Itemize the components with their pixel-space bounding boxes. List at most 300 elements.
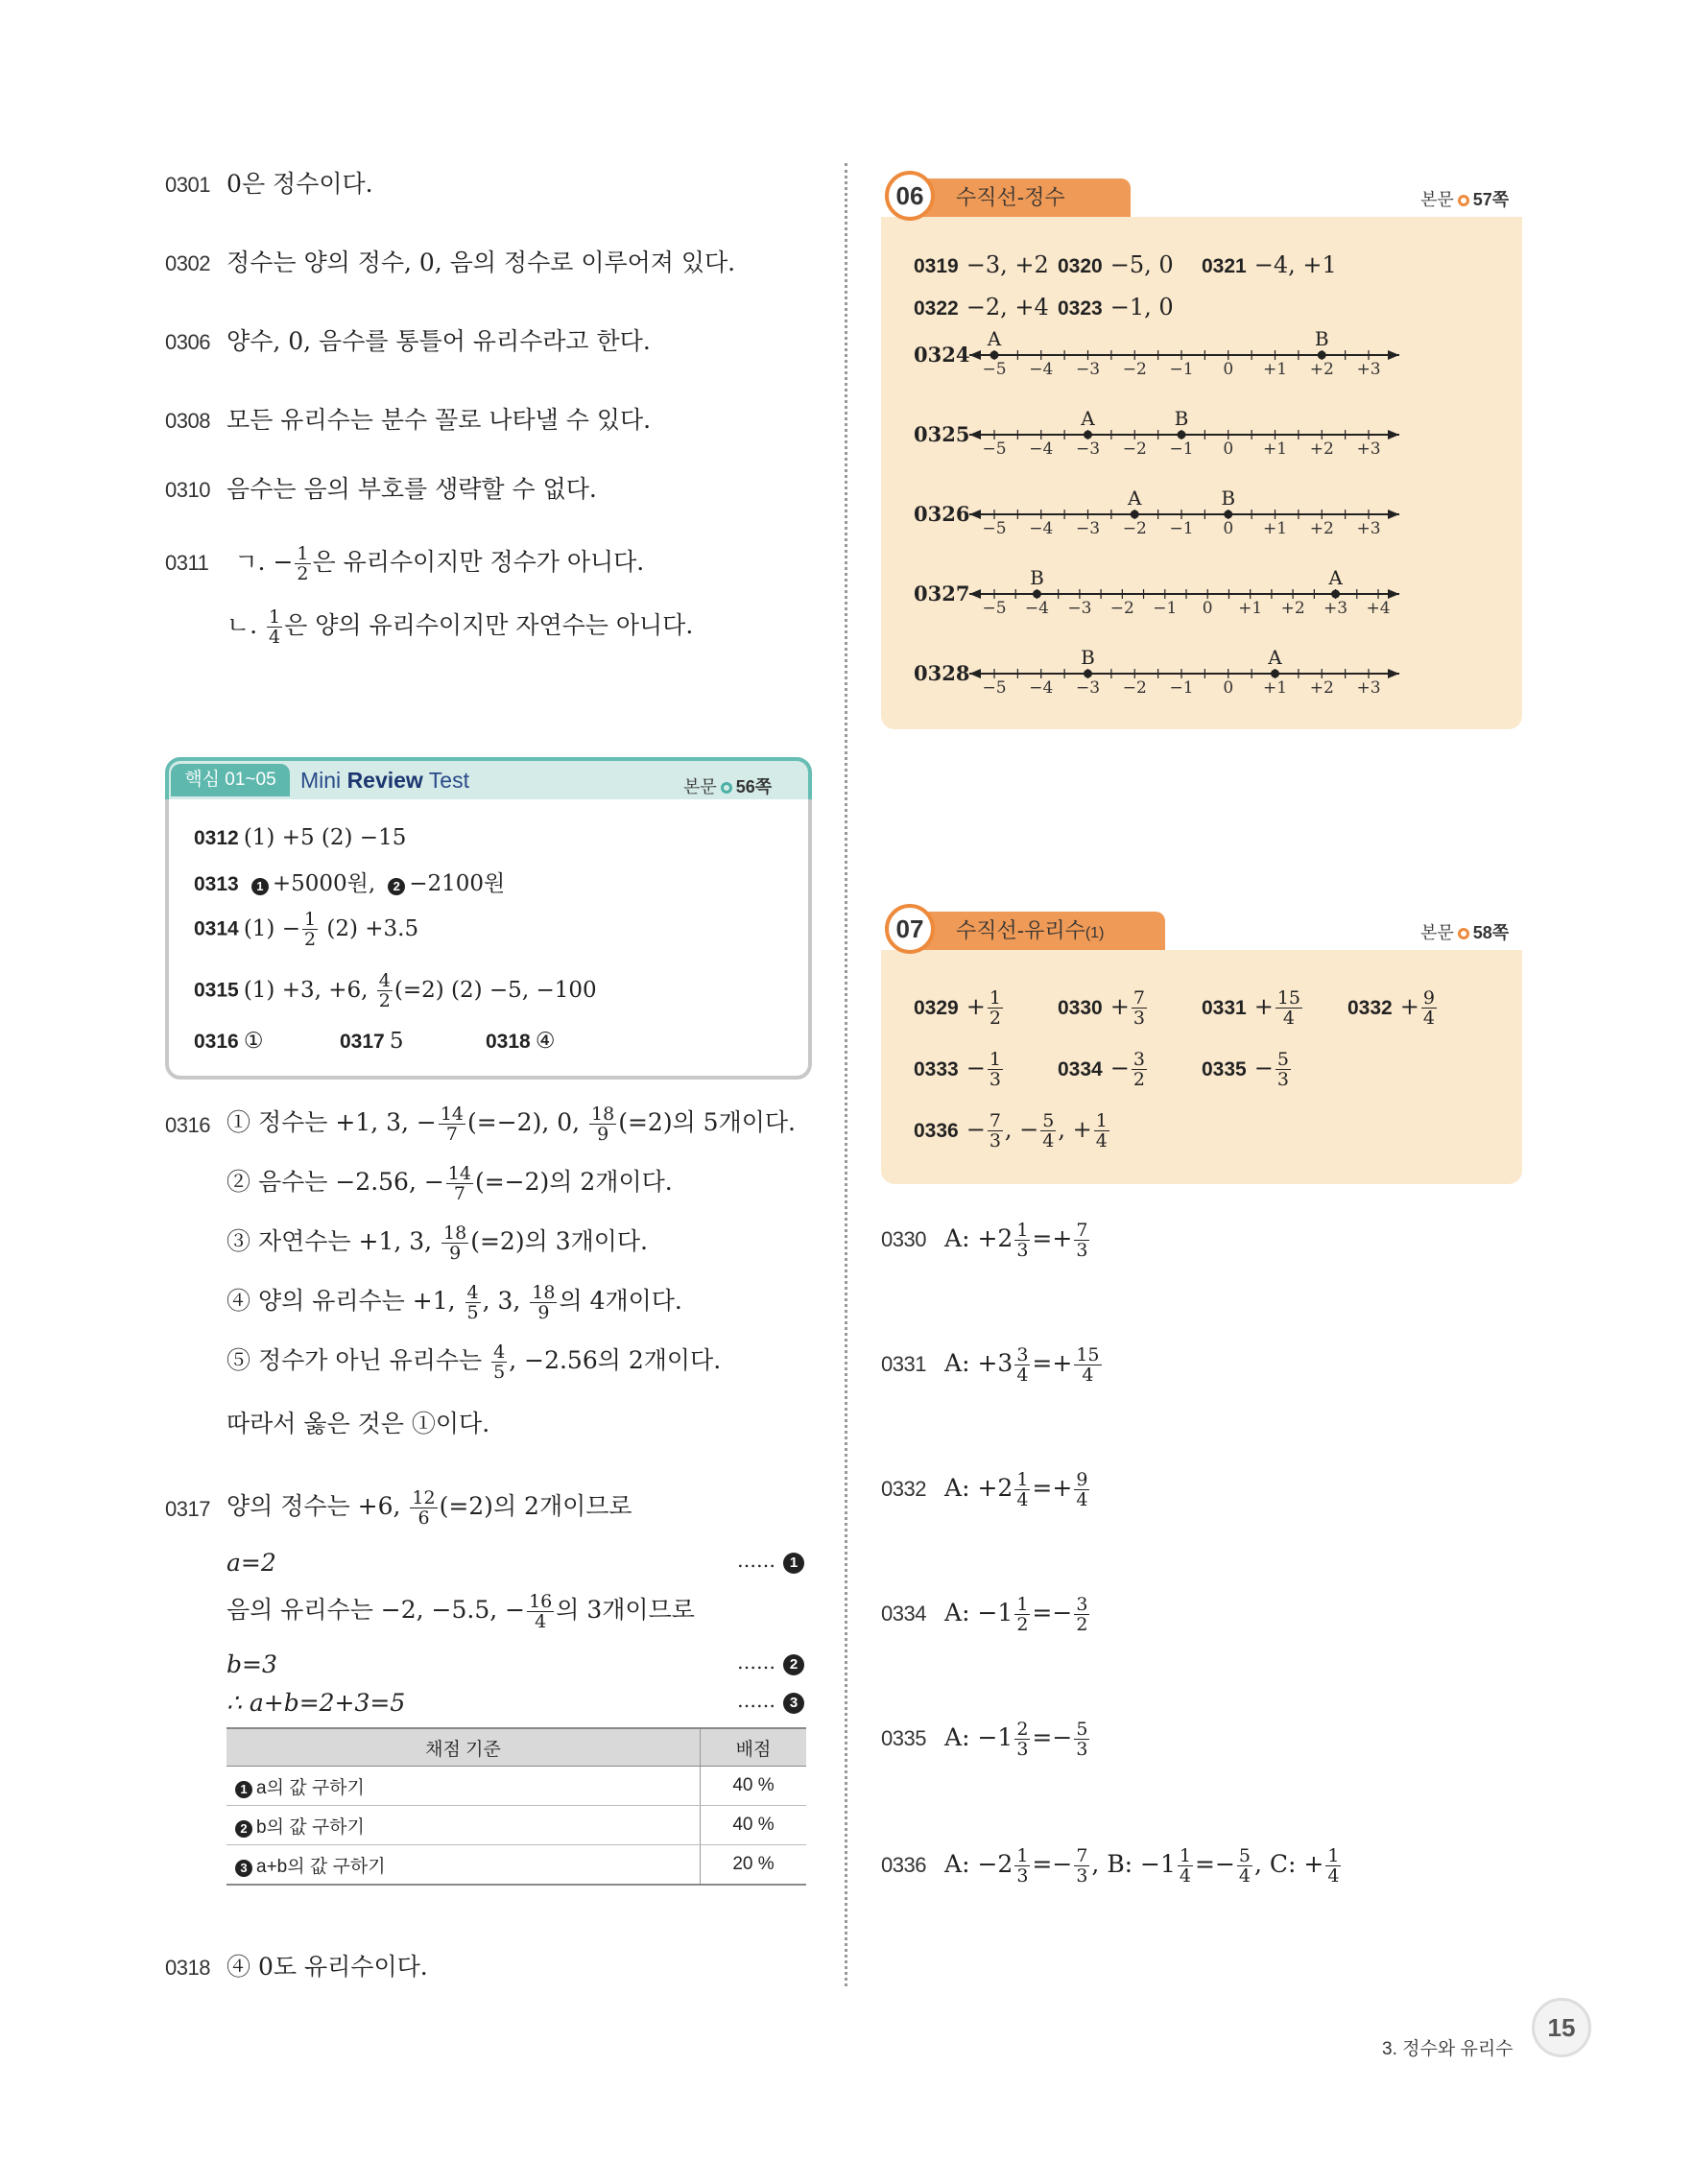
number-line-0327 bbox=[914, 566, 1399, 618]
tick-label: −4 bbox=[1024, 599, 1049, 618]
problem-number: 0321 bbox=[1202, 255, 1247, 277]
sign: + bbox=[1253, 993, 1274, 1020]
item-0302 bbox=[165, 244, 735, 278]
table-cell bbox=[227, 1845, 701, 1886]
fraction bbox=[1074, 1470, 1089, 1509]
answer-text: −2, +4 bbox=[966, 294, 1049, 320]
table-cell: 20 % bbox=[701, 1845, 807, 1886]
numerator: 9 bbox=[1076, 1469, 1088, 1490]
numerator: 3 bbox=[1016, 1344, 1029, 1365]
section-06-number: 06 bbox=[885, 171, 935, 221]
text-part: 음의 유리수는 −2, −5.5, − bbox=[227, 1596, 526, 1624]
answer-0321 bbox=[1202, 251, 1337, 278]
text-part: A: +3 bbox=[944, 1349, 1013, 1377]
text-part: ② 음수는 −2.56, − bbox=[227, 1168, 444, 1196]
table-cell bbox=[227, 1767, 701, 1806]
denominator: 2 bbox=[1133, 1069, 1145, 1090]
text-part: =+ bbox=[1032, 1224, 1073, 1252]
reference-label: 본문 bbox=[1420, 923, 1454, 942]
item-0308 bbox=[165, 401, 651, 436]
fraction bbox=[439, 1104, 465, 1144]
table-cell: 40 % bbox=[701, 1806, 807, 1845]
text-prefix: (1) − bbox=[243, 915, 300, 941]
tick-label: +1 bbox=[1238, 599, 1263, 618]
problem-number: 0315 bbox=[194, 979, 239, 1002]
denominator: 2 bbox=[303, 929, 317, 950]
answer-text: (1) +5 (2) −15 bbox=[243, 825, 407, 850]
text-suffix: (=2) (2) −5, −100 bbox=[393, 977, 597, 1003]
number-line-0324 bbox=[914, 327, 1399, 379]
tick-label: 0 bbox=[1223, 519, 1234, 538]
problem-number: 0319 bbox=[914, 255, 959, 277]
fraction bbox=[1074, 1720, 1089, 1759]
step-marker: 1 bbox=[251, 878, 269, 895]
tick-label: 0 bbox=[1202, 599, 1213, 618]
fraction bbox=[1014, 1221, 1030, 1260]
problem-number: 0317 bbox=[165, 1497, 210, 1521]
problem-number: 0317 bbox=[340, 1031, 385, 1053]
tick-label: −4 bbox=[1029, 360, 1054, 379]
denominator: 3 bbox=[1076, 1739, 1088, 1760]
tick-label: −3 bbox=[1075, 360, 1101, 379]
text-part: 의 4개이다. bbox=[559, 1287, 682, 1315]
tick-label: +2 bbox=[1309, 439, 1334, 459]
denominator: 7 bbox=[453, 1183, 465, 1204]
step-marker: 2 bbox=[235, 1820, 252, 1838]
tick-label: −5 bbox=[982, 439, 1007, 459]
problem-number: 0333 bbox=[914, 1058, 959, 1080]
dots: …… bbox=[737, 1689, 775, 1712]
section-title: 수직선-유리수 bbox=[956, 918, 1085, 942]
denominator: 5 bbox=[466, 1302, 479, 1323]
sign: + bbox=[1109, 993, 1130, 1020]
denominator: 4 bbox=[1042, 1130, 1055, 1151]
tick-label: +3 bbox=[1356, 439, 1381, 459]
arrow-left-icon bbox=[969, 350, 981, 360]
problem-number: 0331 bbox=[1202, 997, 1247, 1019]
number-line-0326 bbox=[914, 487, 1399, 538]
fraction bbox=[1014, 1470, 1030, 1509]
table-header: 배점 bbox=[701, 1728, 807, 1767]
problem-number: 0325 bbox=[914, 422, 970, 446]
step-marker: 1 bbox=[783, 1553, 804, 1574]
numerator: 7 bbox=[1133, 987, 1145, 1009]
tick-label: −3 bbox=[1075, 439, 1101, 459]
solution-line bbox=[227, 1591, 695, 1631]
tick-label: +2 bbox=[1309, 678, 1334, 698]
sign: − bbox=[966, 1116, 986, 1143]
denominator: 2 bbox=[378, 990, 391, 1011]
fraction bbox=[1421, 988, 1437, 1028]
numerator: 7 bbox=[989, 1110, 1001, 1131]
point-label: A bbox=[1081, 407, 1095, 430]
reference-page: 58쪽 bbox=[1472, 923, 1510, 942]
arrow-right-icon bbox=[1388, 589, 1399, 599]
text-part: ③ 자연수는 +1, 3, bbox=[227, 1227, 441, 1255]
text-part: , 3, bbox=[482, 1287, 529, 1315]
answer-text: −2100원 bbox=[409, 871, 506, 896]
point-A bbox=[1084, 431, 1092, 439]
text-part: (=−2)의 2개이다. bbox=[474, 1168, 673, 1196]
table-cell bbox=[227, 1806, 701, 1845]
denominator: 4 bbox=[1016, 1489, 1029, 1510]
section-title-sub: (1) bbox=[1085, 925, 1105, 941]
solution-0334 bbox=[881, 1595, 1091, 1634]
fraction bbox=[1325, 1846, 1341, 1886]
tick-label: −5 bbox=[982, 519, 1007, 538]
title-pre: Mini bbox=[300, 768, 347, 793]
step-marker-row bbox=[737, 1689, 808, 1714]
fraction bbox=[302, 910, 318, 949]
fraction bbox=[465, 1283, 481, 1322]
review-0314 bbox=[194, 910, 418, 949]
tick-label: −2 bbox=[1122, 519, 1147, 538]
text-suffix: (2) +3.5 bbox=[320, 915, 419, 941]
point-A bbox=[1131, 510, 1139, 519]
solution-0330 bbox=[881, 1221, 1091, 1260]
tick-label: +4 bbox=[1366, 599, 1391, 618]
numerator: 1 bbox=[989, 987, 1001, 1009]
fraction bbox=[267, 607, 282, 647]
answer-0319 bbox=[914, 251, 1049, 278]
tick-label: −5 bbox=[982, 678, 1007, 698]
denominator: 3 bbox=[989, 1069, 1001, 1090]
denominator: 4 bbox=[1076, 1489, 1088, 1510]
mini-review-title bbox=[300, 768, 469, 794]
solution-text bbox=[944, 1344, 1103, 1386]
denominator: 4 bbox=[1082, 1365, 1094, 1386]
denominator: 4 bbox=[1422, 1008, 1435, 1029]
numerator: 15 bbox=[1276, 987, 1301, 1009]
item-0301 bbox=[165, 165, 373, 200]
fraction bbox=[1014, 1345, 1030, 1385]
solution-line bbox=[227, 1163, 673, 1203]
arrow-right-icon bbox=[1388, 510, 1399, 519]
sign: , + bbox=[1058, 1116, 1092, 1143]
text-part: 양의 정수는 +6, bbox=[227, 1492, 409, 1520]
fraction bbox=[410, 1488, 437, 1528]
point-B bbox=[1178, 431, 1186, 439]
answer-text: −5, 0 bbox=[1109, 251, 1174, 278]
fraction bbox=[491, 1342, 507, 1382]
fraction bbox=[1014, 1846, 1030, 1886]
fraction bbox=[1276, 1050, 1291, 1089]
sign: − bbox=[966, 1055, 986, 1081]
numerator: 5 bbox=[1276, 1049, 1289, 1070]
fraction bbox=[1132, 1050, 1147, 1089]
answer-0330 bbox=[1058, 988, 1149, 1028]
fraction bbox=[1040, 1111, 1056, 1151]
answer-text: −3, +2 bbox=[966, 251, 1049, 278]
step-marker: 2 bbox=[388, 878, 405, 895]
text-part: (=2)의 3개이다. bbox=[470, 1227, 648, 1255]
denominator: 2 bbox=[989, 1008, 1001, 1029]
problem-number: 0330 bbox=[881, 1227, 926, 1251]
step-marker: 3 bbox=[235, 1860, 252, 1877]
arrow-left-icon bbox=[969, 430, 981, 439]
page-reference bbox=[683, 773, 772, 798]
fraction bbox=[988, 1050, 1003, 1089]
reference-page: 56쪽 bbox=[735, 777, 773, 796]
arrow-right-icon bbox=[1388, 669, 1399, 678]
page-reference bbox=[1420, 186, 1509, 211]
answer-text: −1, 0 bbox=[1109, 294, 1174, 320]
answer-0331 bbox=[1202, 988, 1304, 1028]
solution-0331 bbox=[881, 1345, 1104, 1385]
problem-number: 0318 bbox=[486, 1031, 531, 1053]
text-part: , B: −1 bbox=[1091, 1850, 1176, 1878]
point-label: B bbox=[1030, 566, 1044, 589]
denominator: 9 bbox=[449, 1243, 462, 1264]
problem-number: 0330 bbox=[1058, 997, 1103, 1019]
fraction bbox=[1132, 988, 1147, 1028]
fraction bbox=[530, 1283, 557, 1322]
review-0316 bbox=[194, 1029, 263, 1054]
point-label: B bbox=[1314, 327, 1329, 350]
tick-label: −3 bbox=[1075, 678, 1101, 698]
denominator: 5 bbox=[493, 1362, 506, 1383]
table-cell: 40 % bbox=[701, 1767, 807, 1806]
sign: + bbox=[966, 993, 986, 1020]
numerator: 1 bbox=[1016, 1594, 1029, 1615]
tick-label: 0 bbox=[1223, 360, 1234, 379]
denominator: 4 bbox=[1179, 1865, 1192, 1887]
fraction bbox=[1074, 1221, 1089, 1260]
text-part: ⑤ 정수가 아닌 유리수는 bbox=[227, 1346, 490, 1374]
solution-line: a=2 bbox=[227, 1549, 276, 1577]
numerator: 16 bbox=[529, 1591, 553, 1612]
section-title: 수직선-정수 bbox=[956, 185, 1065, 209]
problem-number: 0332 bbox=[1347, 997, 1393, 1019]
step-marker-row bbox=[737, 1650, 808, 1675]
problem-number: 0318 bbox=[165, 1956, 210, 1980]
numerator: 12 bbox=[412, 1487, 436, 1508]
point-label: A bbox=[987, 327, 1002, 350]
circle-arrow-icon bbox=[721, 782, 732, 794]
problem-number: 0331 bbox=[881, 1352, 926, 1376]
tick-label: −1 bbox=[1169, 439, 1194, 459]
table-header: 채점 기준 bbox=[227, 1728, 701, 1767]
numerator: 14 bbox=[447, 1163, 471, 1184]
answer-text: −4, +1 bbox=[1253, 251, 1337, 278]
title-post: Test bbox=[422, 768, 469, 793]
numerator: 4 bbox=[493, 1341, 506, 1363]
answer-text: 0은 정수이다. bbox=[227, 170, 373, 198]
text-part: 의 3개이므로 bbox=[556, 1596, 695, 1624]
text-part: (=−2), 0, bbox=[467, 1108, 588, 1136]
problem-number: 0336 bbox=[881, 1853, 926, 1877]
fraction bbox=[1178, 1846, 1193, 1886]
numerator: 9 bbox=[1422, 987, 1435, 1009]
problem-number: 0336 bbox=[914, 1120, 959, 1142]
tick-label: +2 bbox=[1309, 360, 1334, 379]
point-label: A bbox=[1328, 566, 1343, 589]
problem-number: 0335 bbox=[1202, 1058, 1247, 1080]
text-prefix: ㄴ. bbox=[227, 611, 266, 639]
text-part: =+ bbox=[1032, 1474, 1073, 1502]
circle-arrow-icon bbox=[1458, 195, 1469, 206]
denominator: 4 bbox=[1095, 1130, 1108, 1151]
denominator: 6 bbox=[417, 1507, 430, 1529]
text-part: A: −1 bbox=[944, 1723, 1013, 1751]
denominator: 2 bbox=[1016, 1614, 1029, 1635]
point-label: A bbox=[1268, 646, 1282, 669]
problem-number: 0324 bbox=[914, 343, 970, 367]
tick-label: −1 bbox=[1169, 678, 1194, 698]
answer-text bbox=[243, 909, 419, 950]
tick-label: +2 bbox=[1309, 519, 1334, 538]
numerator: 3 bbox=[1076, 1594, 1088, 1615]
answer-line-a bbox=[234, 543, 645, 584]
numerator: 4 bbox=[378, 970, 391, 991]
solution-line bbox=[227, 1341, 721, 1382]
section-07-number: 07 bbox=[885, 904, 935, 954]
numerator: 1 bbox=[1016, 1845, 1029, 1866]
text-part: ① 정수는 +1, 3, − bbox=[227, 1108, 437, 1136]
tick-label: −4 bbox=[1029, 519, 1054, 538]
problem-number: 0320 bbox=[1058, 255, 1103, 277]
fraction bbox=[1276, 988, 1302, 1028]
denominator: 4 bbox=[1327, 1865, 1340, 1887]
tick-label: +1 bbox=[1262, 439, 1288, 459]
table-row bbox=[227, 1845, 806, 1886]
denominator: 9 bbox=[597, 1124, 609, 1145]
numerator: 1 bbox=[303, 909, 317, 930]
tick-label: 0 bbox=[1223, 439, 1234, 459]
problem-number: 0314 bbox=[194, 917, 239, 940]
solution-text bbox=[944, 1469, 1091, 1510]
tick-label: +3 bbox=[1356, 360, 1381, 379]
fraction bbox=[1074, 1345, 1101, 1385]
problem-number: 0316 bbox=[165, 1113, 210, 1137]
section-07-tab bbox=[910, 912, 1165, 950]
tick-label: −1 bbox=[1169, 519, 1194, 538]
item-0318 bbox=[165, 1948, 428, 1982]
page-reference bbox=[1420, 919, 1509, 944]
answer-0333 bbox=[914, 1050, 1005, 1089]
denominator: 4 bbox=[535, 1611, 547, 1632]
solution-text bbox=[944, 1719, 1091, 1760]
dots: …… bbox=[737, 1549, 775, 1572]
review-0312 bbox=[194, 825, 406, 850]
review-0318 bbox=[486, 1029, 555, 1054]
solution-line bbox=[227, 1104, 796, 1144]
answer-text: 모든 유리수는 분수 꼴로 나타낼 수 있다. bbox=[227, 406, 652, 434]
numerator: 7 bbox=[1076, 1845, 1088, 1866]
problem-number: 0312 bbox=[194, 827, 239, 849]
tick-label: +3 bbox=[1356, 678, 1381, 698]
tick-label: +3 bbox=[1356, 519, 1381, 538]
numerator: 1 bbox=[269, 606, 281, 628]
number-line-0328 bbox=[914, 646, 1399, 698]
text-part: =+ bbox=[1032, 1349, 1073, 1377]
problem-number: 0334 bbox=[1058, 1058, 1103, 1080]
text-part: A: −2 bbox=[944, 1850, 1013, 1878]
arrow-left-icon bbox=[969, 589, 981, 599]
denominator: 2 bbox=[297, 563, 309, 584]
scoring-table bbox=[227, 1727, 806, 1886]
numerator: 5 bbox=[1076, 1719, 1088, 1740]
criteria-text: a의 값 구하기 bbox=[256, 1777, 365, 1798]
tick-label: −3 bbox=[1067, 599, 1092, 618]
point-B bbox=[1224, 510, 1232, 519]
sign: + bbox=[1399, 993, 1419, 1020]
text-part: A: +2 bbox=[944, 1474, 1013, 1502]
answer-text: 양수, 0, 음수를 통틀어 유리수라고 한다. bbox=[227, 327, 651, 355]
fraction bbox=[1074, 1595, 1089, 1634]
number-line-0325 bbox=[914, 407, 1399, 459]
problem-number: 0322 bbox=[914, 297, 959, 320]
answer-0336 bbox=[914, 1111, 1111, 1151]
tick-label: −5 bbox=[982, 599, 1007, 618]
numerator: 2 bbox=[1016, 1719, 1029, 1740]
numerator: 1 bbox=[1327, 1845, 1340, 1866]
arrow-right-icon bbox=[1388, 350, 1399, 360]
solution-line bbox=[227, 1487, 632, 1528]
solution-line bbox=[227, 1282, 682, 1322]
tick-label: +3 bbox=[1323, 599, 1348, 618]
answer-0332 bbox=[1347, 988, 1439, 1028]
fraction bbox=[988, 988, 1003, 1028]
table-row bbox=[227, 1767, 806, 1806]
numerator: 18 bbox=[443, 1223, 467, 1244]
review-0313 bbox=[194, 866, 505, 897]
problem-number: 0316 bbox=[194, 1031, 239, 1053]
denominator: 4 bbox=[1238, 1865, 1252, 1887]
fraction bbox=[446, 1164, 473, 1203]
solution-text bbox=[944, 1220, 1091, 1261]
numerator: 15 bbox=[1076, 1344, 1100, 1365]
chapter-title: 3. 정수와 유리수 bbox=[1382, 2039, 1514, 2059]
arrow-right-icon bbox=[1388, 430, 1399, 439]
numerator: 5 bbox=[1238, 1845, 1252, 1866]
tick-label: +1 bbox=[1262, 678, 1288, 698]
criteria-text: b의 값 구하기 bbox=[256, 1816, 365, 1838]
fraction bbox=[377, 971, 393, 1010]
sign: − bbox=[1253, 1055, 1274, 1081]
tick-label: −2 bbox=[1122, 360, 1147, 379]
answer-text: ④ bbox=[535, 1029, 556, 1054]
fraction bbox=[441, 1223, 468, 1263]
problem-number: 0327 bbox=[914, 582, 970, 605]
text-suffix: 은 양의 유리수이지만 자연수는 아니다. bbox=[284, 611, 694, 639]
numerator: 1 bbox=[1179, 1845, 1192, 1866]
text-part: , −2.56의 2개이다. bbox=[509, 1346, 722, 1374]
problem-number: 0306 bbox=[165, 330, 210, 354]
problem-number: 0313 bbox=[194, 873, 239, 895]
arrow-left-icon bbox=[969, 510, 981, 519]
reference-label: 본문 bbox=[683, 777, 717, 796]
problem-number: 0311 bbox=[165, 551, 209, 575]
answer-0334 bbox=[1058, 1050, 1149, 1089]
denominator: 3 bbox=[1276, 1069, 1289, 1090]
solution-line: ∴ a+b=2+3=5 bbox=[227, 1689, 406, 1717]
item-0310 bbox=[165, 470, 597, 505]
fraction bbox=[1014, 1720, 1030, 1759]
text-part: =− bbox=[1195, 1850, 1235, 1878]
text-part: (=2)의 5개이다. bbox=[618, 1108, 796, 1136]
circle-arrow-icon bbox=[1458, 928, 1469, 939]
point-label: B bbox=[1081, 646, 1095, 669]
column-divider bbox=[845, 163, 847, 1986]
fraction bbox=[589, 1104, 616, 1144]
solution-line: b=3 bbox=[227, 1650, 277, 1678]
denominator: 3 bbox=[1016, 1240, 1029, 1261]
numerator: 7 bbox=[1076, 1220, 1088, 1241]
problem-number: 0328 bbox=[914, 661, 970, 685]
arrow-left-icon bbox=[969, 669, 981, 678]
tick-label: +1 bbox=[1262, 360, 1288, 379]
